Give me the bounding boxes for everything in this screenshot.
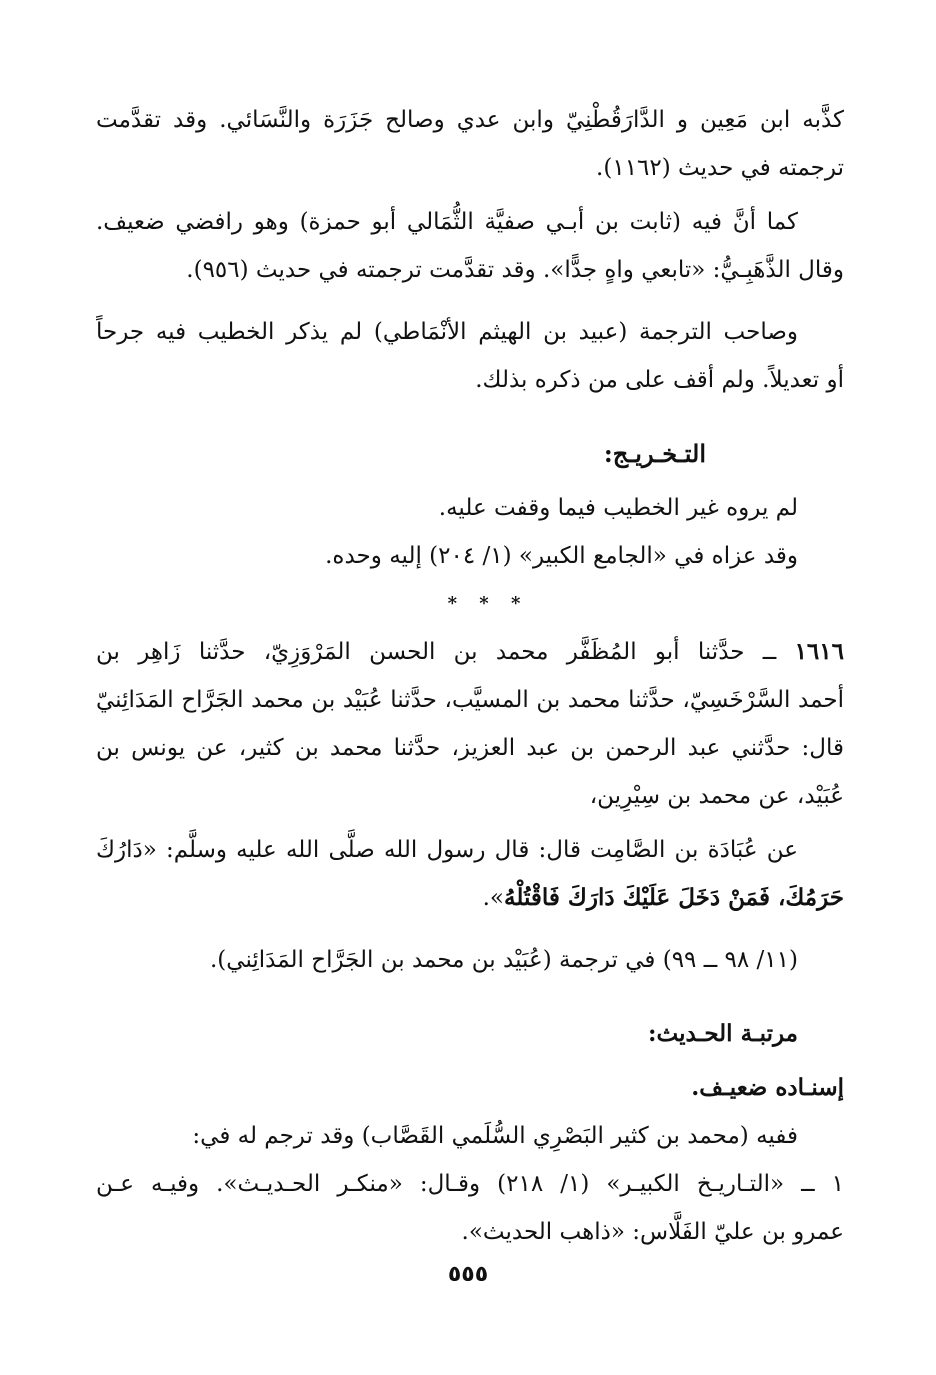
page-number: ٥٥٥ bbox=[447, 1262, 489, 1287]
page-body bbox=[96, 96, 844, 1256]
text-line: وصاحب الترجمة (عبيد بن الهيثم الأنْمَاطي) لم يذكر الخطيب فيه جرحاً bbox=[96, 319, 798, 345]
hadith-number: ١٦١٦ bbox=[794, 638, 844, 665]
text-line: أو تعديلاً. ولم أقف على من ذكره بذلك. bbox=[475, 367, 844, 393]
hadith-1616 bbox=[96, 628, 844, 984]
subject-paragraph bbox=[96, 308, 844, 404]
hadith-reference: (١١/ ٩٨ ــ ٩٩) في ترجمة (عُبَيْد بن محمد بن الجَرَّاح المَدَائِني). bbox=[209, 947, 798, 973]
rank-section bbox=[96, 1010, 844, 1256]
takhrij-section bbox=[96, 430, 844, 580]
hadith-matn-line bbox=[96, 874, 844, 922]
text-line: ترجمته في حديث (١١٦٢). bbox=[596, 155, 844, 181]
hadith-matn-text: حَرَمُكَ، فَمَنْ دَخَلَ عَلَيْكَ دَارَكَ فَاقْتُلْهُ bbox=[504, 884, 844, 911]
rank-grade: إسنـاده ضعيـف. bbox=[691, 1074, 844, 1101]
text-line: كما أنَّ فيه (ثابت بن أبـي صفيَّة الثُّمَالي أبو حمزة) وهو رافضي ضعيف. bbox=[96, 209, 798, 235]
text-line: قال: حدَّثني عبد الرحمن بن عبد العزيز، حدَّثنا محمد بن كثير، عن يونس بن bbox=[96, 735, 844, 761]
text-line: عمرو بن عليّ الفَلَّاس: «ذاهب الحديث». bbox=[461, 1219, 844, 1245]
text-line: أحمد السَّرْخَسِيّ، حدَّثنا محمد بن المسيَّب، حدَّثنا عُبَيْد بن محمد الجَرَّاح المَدَائِنيّ bbox=[96, 687, 844, 713]
narrators-paragraph bbox=[96, 96, 844, 192]
text-line: ففيه (محمد بن كثير البَصْرِي السُّلَمي القَصَّاب) وقد ترجم له في: bbox=[192, 1123, 798, 1149]
text-line: وقال الذَّهَبِـيُّ: «تابعي واهٍ جدًّا». وقد تقدَّمت ترجمته في حديث (٩٥٦). bbox=[186, 257, 844, 283]
text-line: كذَّبه ابن مَعِين و الدَّارَقُطْنِيّ وابن عدي وصالح جَزَرَة والنَّسَائي. وقد تقدَّمت bbox=[96, 107, 844, 133]
hadith-matn-line: عن عُبَادَة بن الصَّامِت قال: قال رسول الله صلَّى الله عليه وسلَّم: «دَارُكَ bbox=[96, 837, 798, 863]
hadith-isnad-line bbox=[96, 628, 844, 676]
hadith-isnad-text: ــ حدَّثنا أبو المُظَفَّر محمد بن الحسن المَرْوَزِيّ، حدَّثنا زَاهِر بن bbox=[96, 639, 795, 665]
text-line: عُبَيْد، عن محمد بن سِيْرِين، bbox=[589, 783, 844, 809]
text-line: لم يروه غير الخطيب فيما وقفت عليه. bbox=[438, 495, 798, 521]
rank-heading: مرتبـة الحـديث: bbox=[648, 1020, 798, 1047]
quote-close: ». bbox=[482, 885, 504, 911]
text-line: وقد عزاه في «الجامع الكبير» (١/ ٢٠٤) إليه وحده. bbox=[325, 543, 798, 569]
takhrij-heading: التـخـريـج: bbox=[603, 439, 706, 468]
thabit-paragraph bbox=[96, 198, 844, 294]
section-separator: * * * bbox=[447, 593, 529, 614]
text-line: ١ ــ «التـاريـخ الكبيـر» (١/ ٢١٨) وقـال: «منكـر الحـديـث». وفيـه عـن bbox=[96, 1171, 844, 1197]
